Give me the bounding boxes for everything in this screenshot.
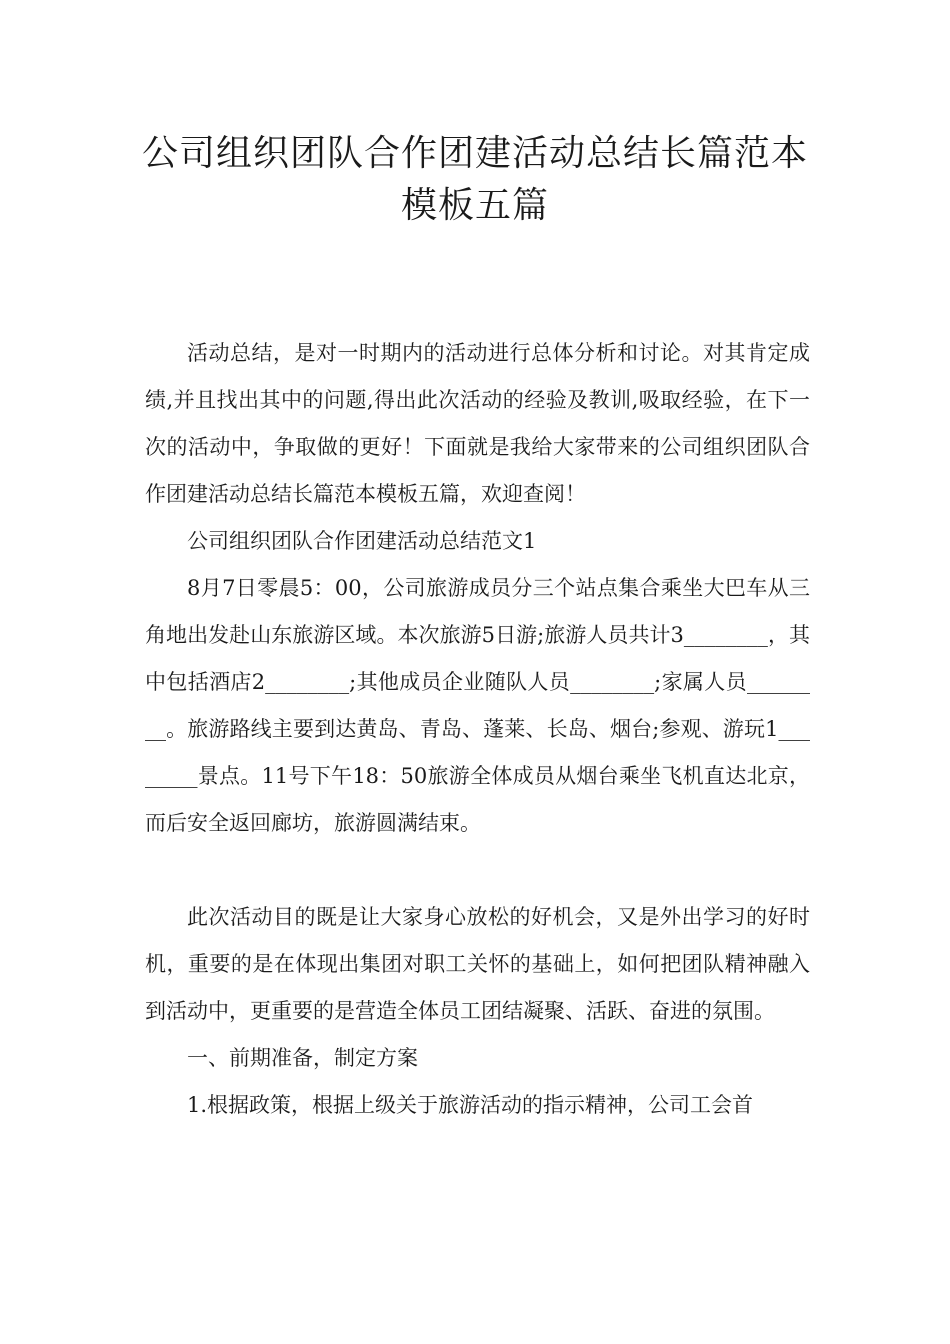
section-heading: 公司组织团队合作团建活动总结范文1 (187, 529, 537, 553)
document-title: 公司组织团队合作团建活动总结长篇范本模板五篇 (141, 133, 808, 226)
body-paragraph: 此次活动目的既是让大家身心放松的好机会，又是外出学习的好时机，重要的是在体现出集团对职工关怀的基础上，如何把团队精神融入到活动中，更重要的是营造全体员工团结凝聚、活跃、奋进的氛围。 (145, 905, 810, 1023)
body-paragraph: 1.根据政策，根据上级关于旅游活动的指示精神，公司工会首 (187, 1093, 754, 1117)
section-heading: 一、前期准备，制定方案 (187, 1046, 418, 1070)
intro-paragraph: 活动总结，是对一时期内的活动进行总体分析和讨论。对其肯定成绩,并且找出其中的问题,得出此次活动的经验及教训,吸取经验，在下一次的活动中，争取做的更好！下面就是我给大家带来的公司组织团队合作团建活动总结长篇范本模板五篇，欢迎查阅！ (145, 341, 810, 506)
document-body (145, 330, 810, 1129)
body-paragraph: 8月7日零晨5：00，公司旅游成员分三个站点集合乘坐大巴车从三角地出发赴山东旅游区域。本次旅游5日游;旅游人员共计3________，其中包括酒店2________;其他成员企业随队人员________;家属人员________。旅游路线主要到达黄岛、青岛、蓬莱、长岛、烟台;参观、游玩1________景点。11号下午18：50旅游全体成员从烟台乘坐飞机直达北京，而后安全返回廊坊，旅游圆满结束。 (145, 576, 810, 835)
